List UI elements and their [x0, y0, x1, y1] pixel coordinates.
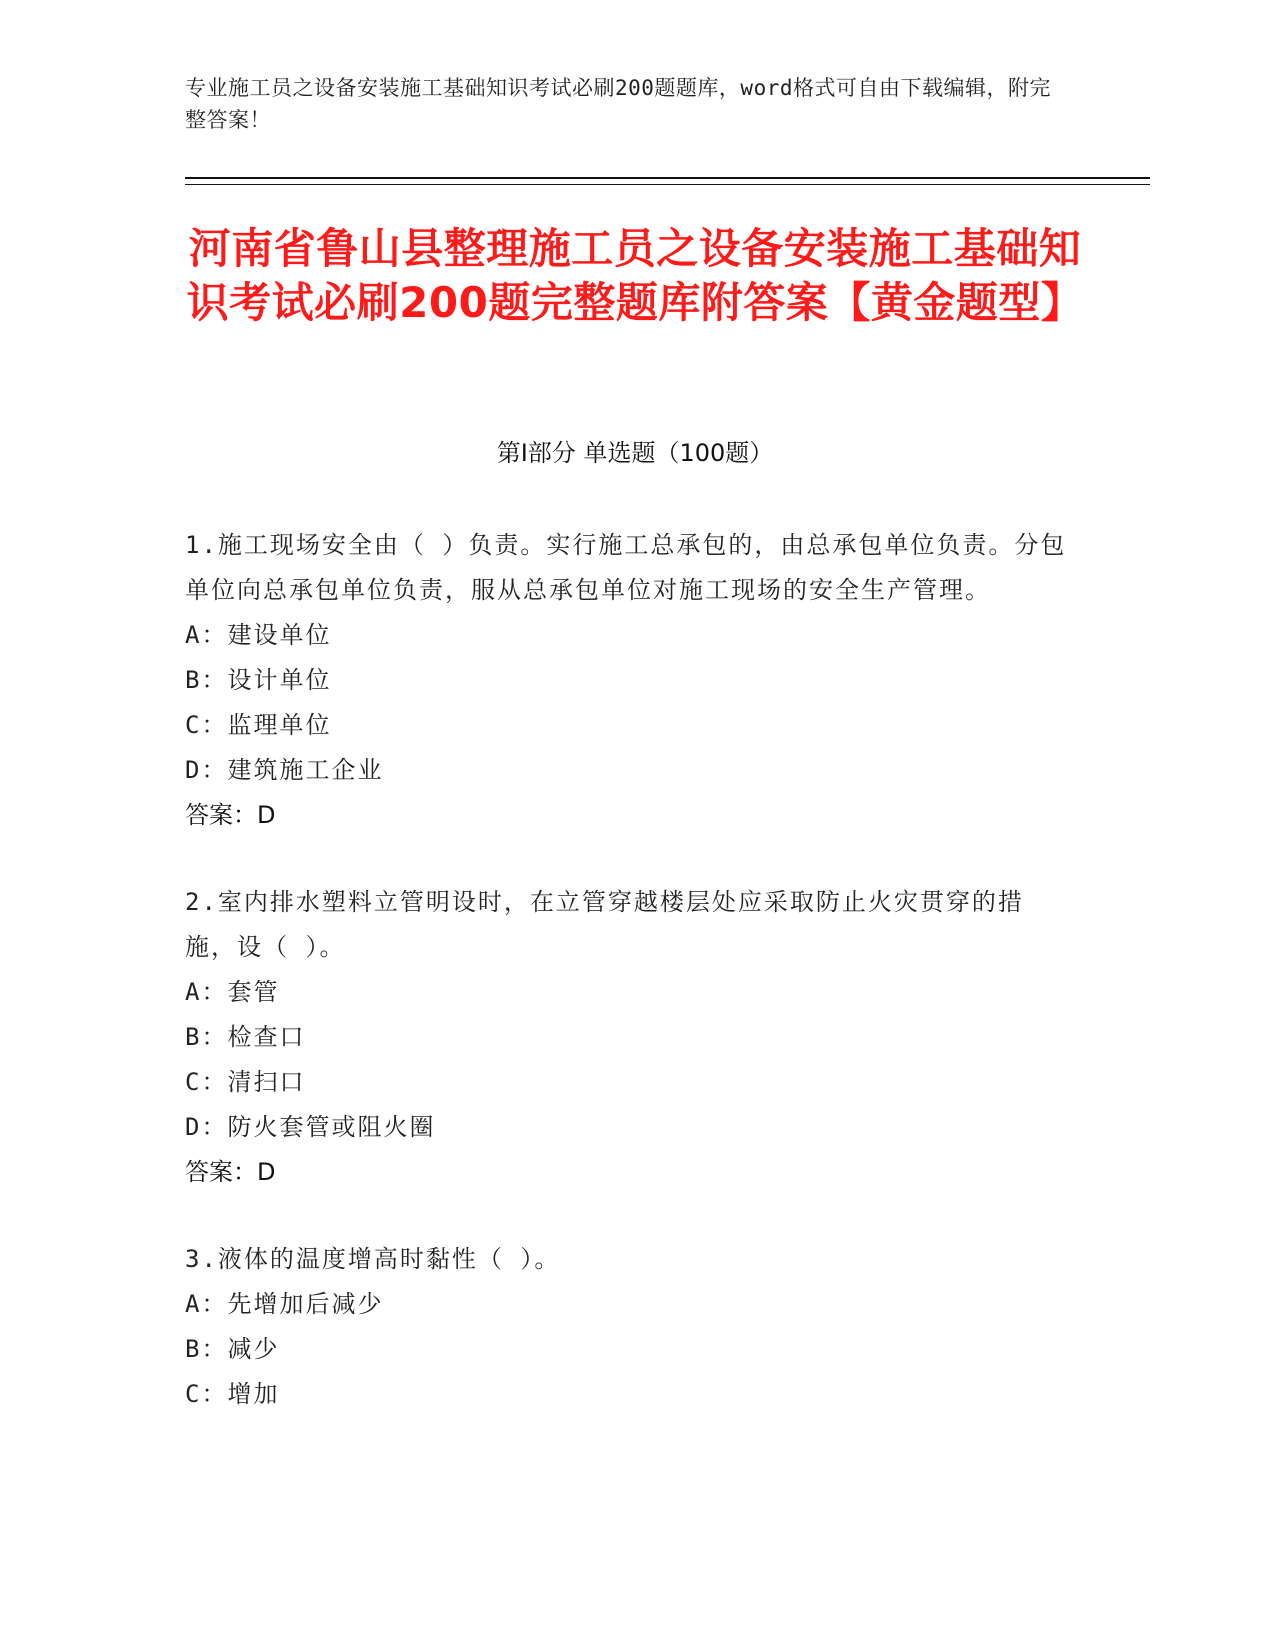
option-b: B：减少	[185, 1335, 280, 1363]
option-a: A：套管	[185, 978, 280, 1006]
answer-value: D	[257, 1158, 276, 1186]
answer-label: 答案：	[185, 801, 257, 829]
option-text: 清扫口	[227, 1068, 306, 1096]
option-letter: C	[185, 711, 202, 739]
answer-line	[185, 793, 1075, 838]
option-d: D：建筑施工企业	[185, 756, 384, 784]
option-text: 套管	[227, 978, 280, 1006]
option-letter: B	[185, 666, 202, 694]
option-c: C：清扫口	[185, 1068, 306, 1096]
answer-value: D	[257, 801, 276, 829]
option-text: 检查口	[227, 1023, 306, 1051]
option-d: D：防火套管或阻火圈	[185, 1113, 436, 1141]
header-divider-thin	[185, 184, 1150, 185]
option-c: C：监理单位	[185, 711, 332, 739]
question-1	[185, 523, 1075, 838]
question-3	[185, 1237, 1075, 1417]
question-stem: 2.室内排水塑料立管明设时，在立管穿越楼层处应采取防止火灾贯穿的措施，设（ ）。	[185, 888, 1024, 961]
option-text: 建筑施工企业	[227, 756, 384, 784]
option-letter: C	[185, 1380, 202, 1408]
option-letter: D	[185, 1113, 202, 1141]
answer-label: 答案：	[185, 1158, 257, 1186]
option-a: A：建设单位	[185, 621, 332, 649]
answer-line	[185, 1150, 1075, 1195]
option-a: A：先增加后减少	[185, 1290, 384, 1318]
option-letter: A	[185, 978, 202, 1006]
option-text: 增加	[227, 1380, 280, 1408]
option-text: 监理单位	[227, 711, 332, 739]
option-text: 防火套管或阻火圈	[227, 1113, 436, 1141]
question-stem: 3.液体的温度增高时黏性（ ）。	[185, 1245, 561, 1273]
option-text: 建设单位	[227, 621, 332, 649]
option-letter: C	[185, 1068, 202, 1096]
option-letter: B	[185, 1023, 202, 1051]
section-title: 第Ⅰ部分 单选题（100题）	[496, 439, 774, 467]
option-b: B：检查口	[185, 1023, 306, 1051]
option-text: 先增加后减少	[227, 1290, 384, 1318]
option-letter: D	[185, 756, 202, 784]
question-stem: 1.施工现场安全由（ ）负责。实行施工总承包的，由总承包单位负责。分包单位向总承包单位负责，服从总承包单位对施工现场的安全生产管理。	[185, 531, 1067, 604]
option-letter: A	[185, 621, 202, 649]
option-letter: B	[185, 1335, 202, 1363]
option-text: 设计单位	[227, 666, 332, 694]
option-letter: A	[185, 1290, 202, 1318]
option-text: 减少	[227, 1335, 280, 1363]
header-note: 专业施工员之设备安装施工基础知识考试必刷200题题库，word格式可自由下载编辑，附完整答案！	[185, 76, 1051, 132]
option-b: B：设计单位	[185, 666, 332, 694]
option-c: C：增加	[185, 1380, 280, 1408]
header-divider-thick	[185, 177, 1150, 179]
question-2	[185, 880, 1075, 1195]
question-list	[185, 523, 1075, 1459]
document-title: 河南省鲁山县整理施工员之设备安装施工基础知识考试必刷200题完整题库附答案【黄金题型】	[186, 224, 1084, 327]
